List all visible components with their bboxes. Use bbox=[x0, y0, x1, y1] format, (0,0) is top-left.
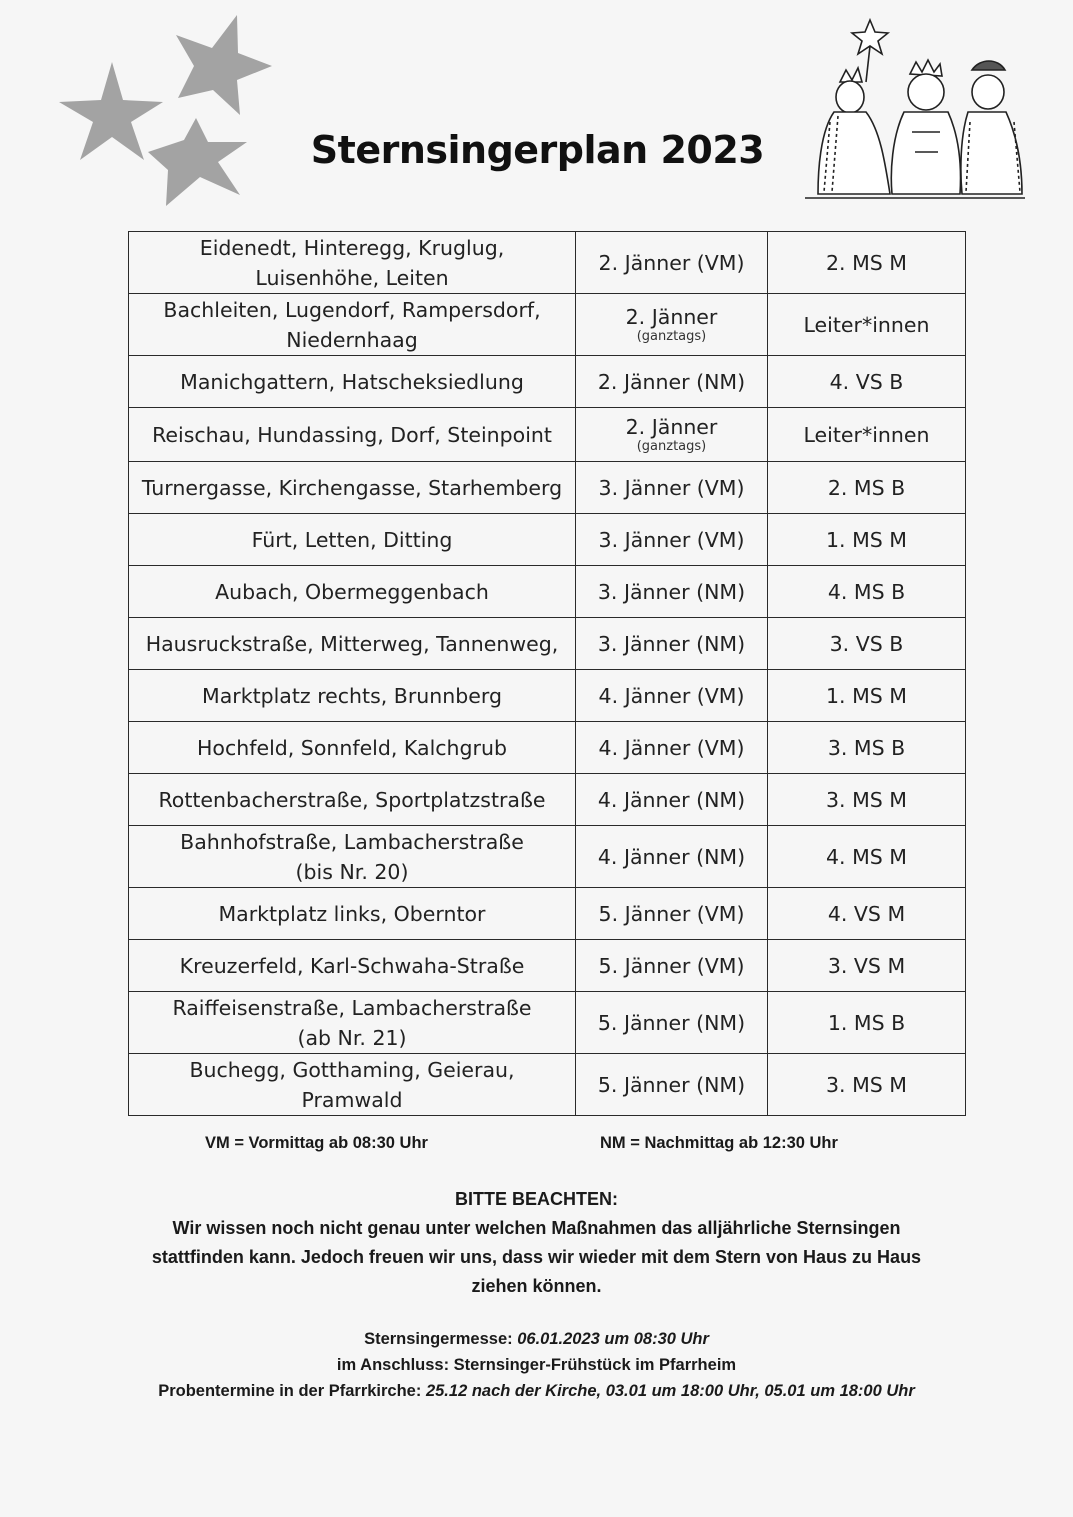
area-line: Manichgattern, Hatscheksiedlung bbox=[180, 369, 524, 394]
area-cell bbox=[129, 722, 576, 774]
breakfast-line: im Anschluss: Sternsinger-Frühstück im Pfarrheim bbox=[336, 1356, 737, 1374]
area-line: Bachleiten, Lugendorf, Rampersdorf, bbox=[163, 297, 541, 322]
proben-value: 25.12 nach der Kirche, 03.01 um 18:00 Uhr, 05.01 um 18:00 Uhr bbox=[425, 1382, 915, 1400]
table-row bbox=[129, 940, 966, 992]
area-cell bbox=[129, 1054, 576, 1116]
area-cell bbox=[129, 940, 576, 992]
area-line: (bis Nr. 20) bbox=[295, 859, 409, 884]
messe-value: 06.01.2023 um 08:30 Uhr bbox=[517, 1330, 709, 1348]
legend-nm: NM = Nachmittag ab 12:30 Uhr bbox=[600, 1134, 838, 1152]
notice-line: stattfinden kann. Jedoch freuen wir uns, dass wir wieder mit dem Stern von Haus zu Haus bbox=[151, 1247, 922, 1267]
group-cell: 3. MS M bbox=[768, 774, 966, 826]
table-row bbox=[129, 774, 966, 826]
notice-line: Wir wissen noch nicht genau unter welchen Maßnahmen das alljährliche Sternsingen bbox=[172, 1218, 901, 1238]
date-cell bbox=[576, 514, 768, 566]
proben-line bbox=[100, 1378, 973, 1404]
area-cell bbox=[129, 826, 576, 888]
date-text: 5. Jänner (NM) bbox=[597, 1072, 746, 1097]
date-text: 4. Jänner (VM) bbox=[598, 683, 745, 708]
area-cell bbox=[129, 670, 576, 722]
messe-line bbox=[100, 1326, 973, 1352]
date-cell bbox=[576, 294, 768, 356]
group-cell: 1. MS M bbox=[768, 670, 966, 722]
date-cell bbox=[576, 618, 768, 670]
area-cell bbox=[129, 408, 576, 462]
table-row bbox=[129, 232, 966, 294]
group-cell: 4. MS B bbox=[768, 566, 966, 618]
notice-line: ziehen können. bbox=[471, 1276, 602, 1296]
area-cell bbox=[129, 566, 576, 618]
area-line: Fürt, Letten, Ditting bbox=[251, 527, 453, 552]
date-cell bbox=[576, 1054, 768, 1116]
date-text: 2. Jänner bbox=[625, 305, 718, 329]
date-cell bbox=[576, 670, 768, 722]
table-row bbox=[129, 722, 966, 774]
group-cell: 3. MS B bbox=[768, 722, 966, 774]
date-text: 3. Jänner (VM) bbox=[598, 527, 745, 552]
area-line: Eidenedt, Hinteregg, Kruglug, bbox=[199, 235, 505, 260]
table-row bbox=[129, 462, 966, 514]
table-row bbox=[129, 566, 966, 618]
area-cell bbox=[129, 356, 576, 408]
group-cell: 3. VS B bbox=[768, 618, 966, 670]
area-line: Reischau, Hundassing, Dorf, Steinpoint bbox=[152, 422, 552, 447]
group-cell: Leiter*innen bbox=[768, 294, 966, 356]
date-note: (ganztags) bbox=[636, 439, 707, 454]
footer-block bbox=[100, 1326, 973, 1404]
proben-label: Probentermine in der Pfarrkirche: bbox=[158, 1382, 422, 1400]
table-row bbox=[129, 618, 966, 670]
area-line: Aubach, Obermeggenbach bbox=[215, 579, 489, 604]
date-cell bbox=[576, 774, 768, 826]
date-cell bbox=[576, 356, 768, 408]
date-text: 5. Jänner (NM) bbox=[597, 1010, 746, 1035]
notice-block bbox=[120, 1185, 953, 1301]
date-text: 2. Jänner (NM) bbox=[597, 369, 746, 394]
schedule-table bbox=[128, 231, 966, 1116]
date-text: 3. Jänner (NM) bbox=[597, 631, 746, 656]
area-line: (ab Nr. 21) bbox=[297, 1025, 407, 1050]
table-row bbox=[129, 888, 966, 940]
group-cell: 3. MS M bbox=[768, 1054, 966, 1116]
date-text: 4. Jänner (VM) bbox=[598, 735, 745, 760]
date-cell bbox=[576, 888, 768, 940]
area-cell bbox=[129, 992, 576, 1054]
area-line: Rottenbacherstraße, Sportplatzstraße bbox=[158, 787, 546, 812]
date-cell bbox=[576, 992, 768, 1054]
date-cell bbox=[576, 462, 768, 514]
table-row bbox=[129, 294, 966, 356]
date-text: 3. Jänner (VM) bbox=[598, 475, 745, 500]
star-icon bbox=[176, 15, 272, 115]
messe-label: Sternsingermesse: bbox=[364, 1330, 513, 1348]
table-row bbox=[129, 514, 966, 566]
notice-heading: BITTE BEACHTEN: bbox=[455, 1189, 618, 1209]
date-text: 4. Jänner (NM) bbox=[597, 844, 746, 869]
date-cell bbox=[576, 940, 768, 992]
date-cell bbox=[576, 722, 768, 774]
area-line: Bahnhofstraße, Lambacherstraße bbox=[180, 829, 524, 854]
area-line: Niedernhaag bbox=[286, 327, 418, 352]
table-row bbox=[129, 826, 966, 888]
group-cell: 4. MS M bbox=[768, 826, 966, 888]
area-cell bbox=[129, 618, 576, 670]
area-cell bbox=[129, 514, 576, 566]
date-text: 2. Jänner (VM) bbox=[598, 250, 745, 275]
group-cell: 3. VS M bbox=[768, 940, 966, 992]
schedule-table-body bbox=[129, 232, 966, 1116]
table-row bbox=[129, 408, 966, 462]
group-cell: 1. MS B bbox=[768, 992, 966, 1054]
group-cell: 4. VS M bbox=[768, 888, 966, 940]
date-cell bbox=[576, 566, 768, 618]
group-cell: Leiter*innen bbox=[768, 408, 966, 462]
area-line: Raiffeisenstraße, Lambacherstraße bbox=[172, 995, 532, 1020]
area-line: Luisenhöhe, Leiten bbox=[255, 265, 449, 290]
area-line: Hausruckstraße, Mitterweg, Tannenweg, bbox=[145, 631, 559, 656]
area-cell bbox=[129, 232, 576, 294]
area-cell bbox=[129, 774, 576, 826]
table-row bbox=[129, 356, 966, 408]
date-cell bbox=[576, 826, 768, 888]
star-icon bbox=[148, 118, 247, 206]
date-text: 3. Jänner (NM) bbox=[597, 579, 746, 604]
area-cell bbox=[129, 462, 576, 514]
area-line: Kreuzerfeld, Karl-Schwaha-Straße bbox=[179, 953, 525, 978]
area-line: Buchegg, Gotthaming, Geierau, bbox=[189, 1057, 515, 1082]
area-line: Pramwald bbox=[301, 1087, 403, 1112]
area-line: Turnergasse, Kirchengasse, Starhemberg bbox=[141, 475, 563, 500]
date-text: 5. Jänner (VM) bbox=[598, 901, 745, 926]
star-icon bbox=[59, 62, 163, 160]
group-cell: 2. MS M bbox=[768, 232, 966, 294]
date-cell bbox=[576, 408, 768, 462]
area-line: Marktplatz links, Oberntor bbox=[218, 901, 486, 926]
table-row bbox=[129, 670, 966, 722]
area-line: Marktplatz rechts, Brunnberg bbox=[202, 683, 502, 708]
table-row bbox=[129, 992, 966, 1054]
date-cell bbox=[576, 232, 768, 294]
date-note: (ganztags) bbox=[636, 329, 707, 344]
group-cell: 2. MS B bbox=[768, 462, 966, 514]
area-cell bbox=[129, 888, 576, 940]
area-cell bbox=[129, 294, 576, 356]
decorative-stars-icon bbox=[50, 10, 290, 215]
group-cell: 1. MS M bbox=[768, 514, 966, 566]
date-text: 4. Jänner (NM) bbox=[597, 787, 746, 812]
page-title: Sternsingerplan 2023 bbox=[310, 128, 765, 172]
area-line: Hochfeld, Sonnfeld, Kalchgrub bbox=[197, 735, 507, 760]
table-row bbox=[129, 1054, 966, 1116]
group-cell: 4. VS B bbox=[768, 356, 966, 408]
sternsinger-illustration bbox=[800, 12, 1030, 202]
date-text: 5. Jänner (VM) bbox=[598, 953, 745, 978]
legend-vm: VM = Vormittag ab 08:30 Uhr bbox=[205, 1134, 428, 1152]
date-text: 2. Jänner bbox=[625, 415, 718, 439]
